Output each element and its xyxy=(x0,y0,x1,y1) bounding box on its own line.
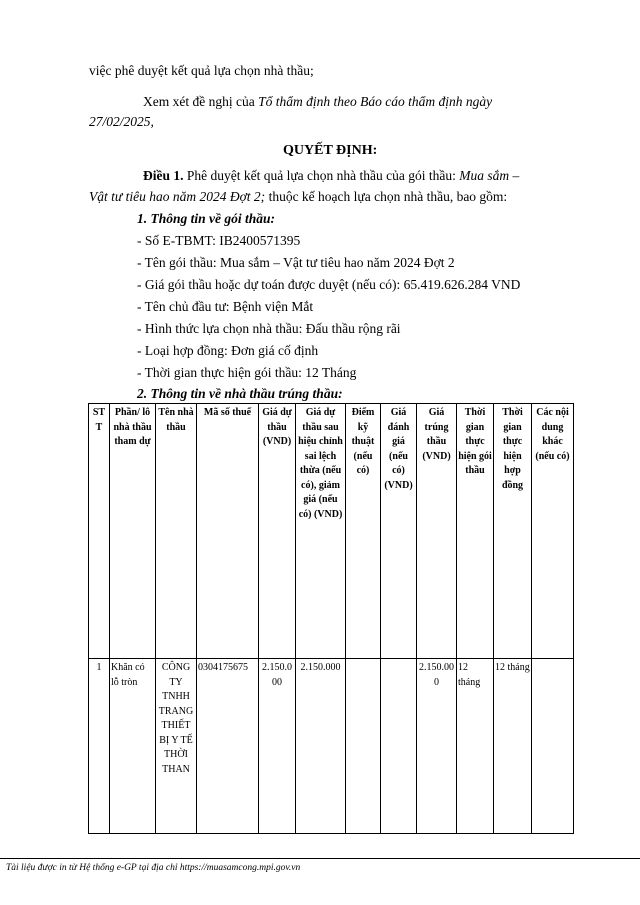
cell-stt: 1 xyxy=(89,659,110,834)
section-1-heading: 1. Thông tin về gói thầu: xyxy=(137,211,276,226)
cell-package-duration: 12 tháng xyxy=(457,659,494,834)
col-header-bidder-name: Tên nhà thầu xyxy=(156,404,197,659)
info-item-contract-type: - Loại hợp đồng: Đơn giá cố định xyxy=(137,343,319,358)
table-row xyxy=(89,659,574,834)
info-item-duration: - Thời gian thực hiện gói thầu: 12 Tháng xyxy=(137,365,357,380)
intro-line-3: 27/02/2025, xyxy=(89,114,154,129)
cell-contract-duration: 12 tháng xyxy=(494,659,532,834)
footer-divider xyxy=(0,858,640,859)
col-header-evaluated-price: Giá đánh giá (nếu có) (VND) xyxy=(381,404,417,659)
col-header-tax-code: Mã số thuế xyxy=(197,404,259,659)
info-item-package-name: - Tên gói thầu: Mua sắm – Vật tư tiêu hao năm 2024 Đợt 2 xyxy=(137,255,455,270)
article-1-line-1: Điều 1. Phê duyệt kết quả lựa chọn nhà thầu của gói thầu: Mua sắm – xyxy=(143,168,520,183)
cell-lot: Khăn có lỗ tròn xyxy=(110,659,156,834)
col-header-package-duration: Thời gian thực hiện gói thầu xyxy=(457,404,494,659)
cell-adjusted-price: 2.150.000 xyxy=(296,659,346,834)
cell-other xyxy=(532,659,574,834)
info-item-tbmt: - Số E-TBMT: IB2400571395 xyxy=(137,233,301,248)
info-item-investor: - Tên chủ đầu tư: Bệnh viện Mắt xyxy=(137,299,314,314)
col-header-technical-score: Điểm kỹ thuật (nếu có) xyxy=(346,404,381,659)
col-header-other: Các nội dung khác (nếu có) xyxy=(532,404,574,659)
winning-bidder-table xyxy=(88,403,574,834)
table-header-row xyxy=(89,404,574,659)
cell-tax-code: 0304175675 xyxy=(197,659,259,834)
col-header-stt: STT xyxy=(89,404,110,659)
col-header-adjusted-price: Giá dự thầu sau hiệu chỉnh sai lệch thừa (nếu có), giảm giá (nếu có) (VND) xyxy=(296,404,346,659)
footer-note: Tài liệu được in từ Hệ thống e-GP tại địa chỉ https://muasamcong.mpi.gov.vn xyxy=(6,863,301,873)
article-1-line-2: Vật tư tiêu hao năm 2024 Đợt 2; thuộc kế hoạch lựa chọn nhà thầu, bao gồm: xyxy=(89,189,508,204)
cell-evaluated-price xyxy=(381,659,417,834)
cell-winning-price: 2.150.000 xyxy=(417,659,457,834)
col-header-winning-price: Giá trúng thầu (VND) xyxy=(417,404,457,659)
intro-line-2: Xem xét đề nghị của Tổ thẩm định theo Báo cáo thẩm định ngày xyxy=(143,94,493,109)
info-item-package-price: - Giá gói thầu hoặc dự toán được duyệt (nếu có): 65.419.626.284 VND xyxy=(137,277,521,292)
cell-bid-price: 2.150.000 xyxy=(259,659,296,834)
col-header-bid-price: Giá dự thầu (VND) xyxy=(259,404,296,659)
cell-bidder-name: CÔNG TY TNHH TRANG THIẾT BỊ Y TẾ THỜI THAN xyxy=(156,659,197,834)
info-item-selection-method: - Hình thức lựa chọn nhà thầu: Đấu thầu rộng rãi xyxy=(137,321,401,336)
section-2-heading: 2. Thông tin về nhà thầu trúng thầu: xyxy=(137,386,343,401)
decision-title: QUYẾT ĐỊNH: xyxy=(283,143,378,158)
col-header-contract-duration: Thời gian thực hiện hợp đồng xyxy=(494,404,532,659)
intro-line-1: việc phê duyệt kết quả lựa chọn nhà thầu; xyxy=(89,63,314,78)
col-header-lot: Phần/ lô nhà thầu tham dự xyxy=(110,404,156,659)
cell-technical-score xyxy=(346,659,381,834)
